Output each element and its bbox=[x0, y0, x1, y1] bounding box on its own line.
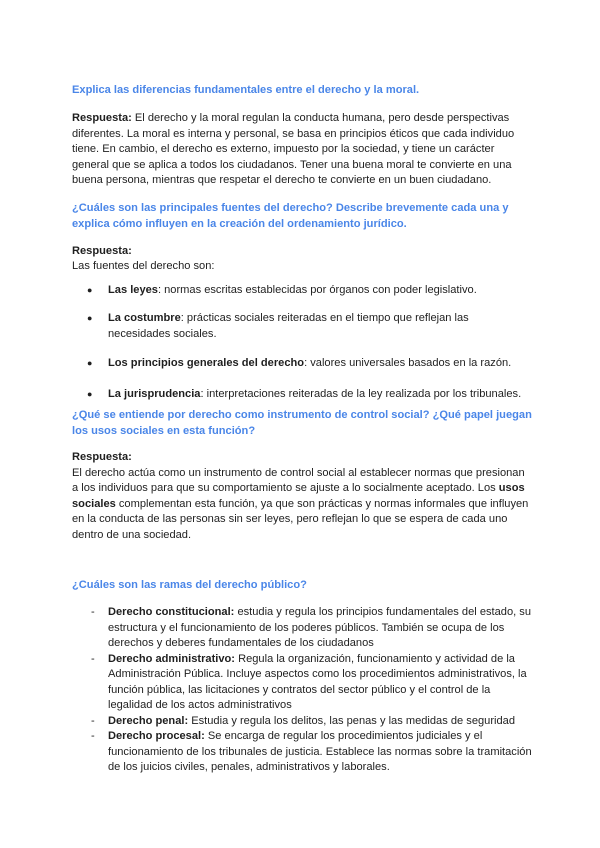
answer-2-label: Respuesta: bbox=[72, 244, 132, 257]
bullet-icon: ● bbox=[87, 358, 93, 368]
question-3-heading: ¿Qué se entiende por derecho como instrumento de control social? ¿Qué papel juegan los usos sociales en esta función? bbox=[72, 409, 532, 437]
question-4-heading: ¿Cuáles son las ramas del derecho público? bbox=[72, 579, 307, 591]
list-item bbox=[72, 387, 532, 403]
bullet-icon: ● bbox=[87, 388, 93, 399]
list-item-term: Las leyes bbox=[108, 283, 158, 296]
list-item-term: La jurisprudencia bbox=[108, 387, 201, 400]
list-item bbox=[72, 652, 532, 714]
answer-3-text-b: complementan esta función, ya que son prácticas y normas informales que influyen en la conducta de las personas sin ser leyes, pero reflejan lo que se espera de cada uno dentro de una sociedad. bbox=[72, 497, 529, 541]
dash-marker: - bbox=[91, 714, 95, 727]
dash-marker: - bbox=[91, 652, 95, 665]
list-item-desc: : prácticas sociales reiteradas en el tiempo que reflejan las necesidades sociales. bbox=[108, 312, 469, 340]
dash-marker: - bbox=[91, 730, 95, 742]
answer-3-text-a: El derecho actúa como un instrumento de control social al establecer normas que presionan a los individuos para que su comportamiento se ajuste a lo socialmente aceptado. Los bbox=[72, 466, 525, 494]
list-item bbox=[72, 714, 532, 730]
list-item bbox=[72, 605, 532, 652]
list-item-desc: Regula la organización, funcionamiento y actividad de la Administración Pública. Incluye aspectos como los procedimientos administrativos, la función pública, las licitaciones y contratos del sector público y el control de la legalidad de los actos administrativos bbox=[108, 652, 527, 711]
list-item-desc: : valores universales basados en la razón. bbox=[304, 357, 512, 369]
list-item-term: Derecho administrativo: bbox=[108, 652, 235, 665]
answer-1-label: Respuesta: bbox=[72, 112, 132, 124]
dash-marker: - bbox=[91, 606, 95, 618]
list-item bbox=[72, 311, 532, 342]
bullet-icon: ● bbox=[87, 313, 93, 323]
branches-list bbox=[72, 605, 532, 776]
list-item-desc: : interpretaciones reiteradas de la ley realizada por los tribunales. bbox=[200, 387, 522, 400]
list-item bbox=[72, 729, 532, 776]
answer-2-intro: Las fuentes del derecho son: bbox=[72, 260, 215, 272]
list-item-desc: Se encarga de regular los procedimientos judiciales y el funcionamiento de los tribunales de justicia. Establece las normas sobre la tramitación de los juicios civiles, penales, administrativos y laborales. bbox=[108, 730, 532, 773]
list-item-term: Derecho constitucional: bbox=[108, 606, 235, 618]
answer-3-paragraph bbox=[72, 466, 532, 544]
list-item bbox=[72, 283, 532, 299]
list-item-desc: Estudia y regula los delitos, las penas y las medidas de seguridad bbox=[188, 714, 515, 727]
list-item-term: La costumbre bbox=[108, 312, 181, 324]
answer-3-label: Respuesta: bbox=[72, 451, 132, 463]
list-item-term: Derecho procesal: bbox=[108, 730, 205, 742]
bullet-icon: ● bbox=[87, 284, 93, 295]
document-page bbox=[72, 78, 532, 776]
answer-3-bold-term: usos sociales bbox=[72, 482, 525, 510]
answer-1-text: El derecho y la moral regulan la conducta humana, pero desde perspectivas diferentes. La moral es interna y personal, se basa en principios éticos que cada individuo tiene. En cambio, el derecho es externo, impuesto por la sociedad, y tiene un carácter general que se aplica a todos los ciudadanos. Tener una buena moral te convierte en una buena persona, mientras que respetar el derecho te convierte en un buen ciudadano. bbox=[72, 112, 515, 186]
question-2-heading: ¿Cuáles son las principales fuentes del derecho? Describe brevemente cada una y explica cómo influyen en la creación del ordenamiento jurídico. bbox=[72, 201, 509, 230]
answer-1-paragraph bbox=[72, 111, 532, 189]
list-item bbox=[72, 356, 532, 372]
question-1-heading: Explica las diferencias fundamentales entre el derecho y la moral. bbox=[72, 84, 420, 96]
list-item-term: Derecho penal: bbox=[108, 714, 189, 727]
list-item-desc: estudia y regula los principios fundamentales del estado, su estructura y el funcionamiento de los poderes públicos. También se ocupa de los derechos y deberes fundamentales de los ciudadanos bbox=[108, 606, 532, 649]
list-item-desc: : normas escritas establecidas por órganos con poder legislativo. bbox=[157, 283, 477, 296]
sources-list bbox=[72, 283, 532, 403]
list-item-term: Los principios generales del derecho bbox=[108, 357, 305, 369]
